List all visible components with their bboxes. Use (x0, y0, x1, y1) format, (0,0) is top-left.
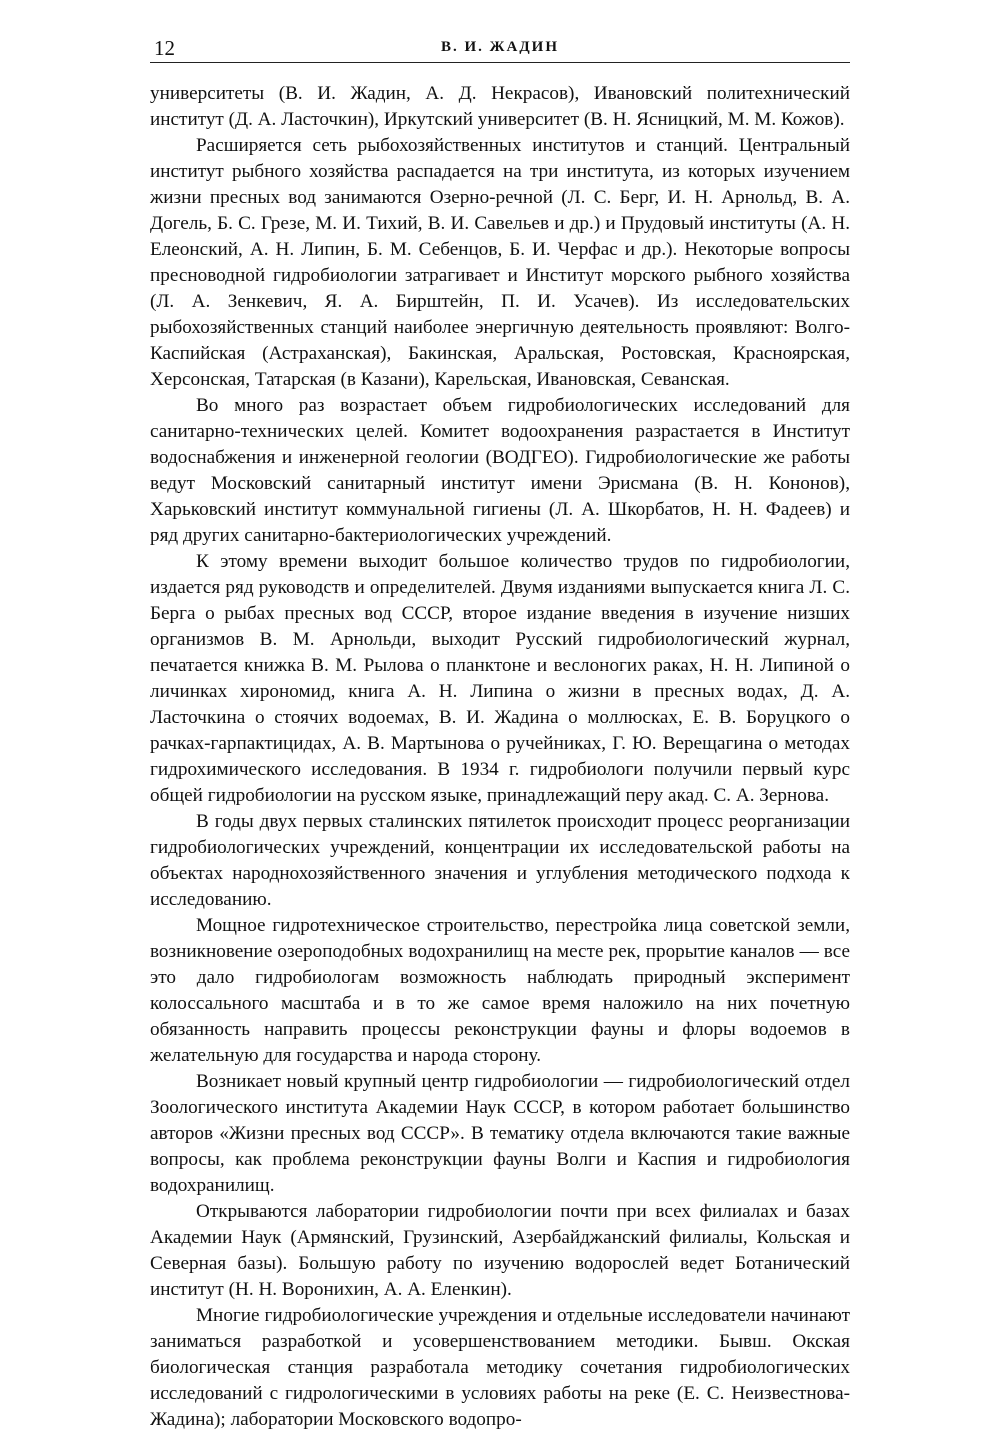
running-header (150, 28, 850, 63)
body-text (150, 81, 850, 1433)
paragraph-five-year-plans: В годы двух первых сталинских пятилеток происходит процесс реорганизации гидробиологических учреждений, концентрации их исследовательской работы на объектах народнохозяйственного значения и углубления методического подхода к исследованию. (150, 811, 850, 910)
book-page (150, 28, 850, 1433)
paragraph-sanitary-research: Во много раз возрастает объем гидробиологических исследований для санитарно-технических целей. Комитет водоохранения разрастается в Институт водоснабжения и инженерной геологии (ВОДГЕО). Гидробиологические же работы ведут Московский санитарный институт имени Эрисмана (В. Н. Кононов), Харьковский институт коммунальной гигиены (Л. А. Шкорбатов, Н. Н. Фадеев) и ряд других санитарно-бактериологических учреждений. (150, 395, 850, 546)
paragraph-academy-laboratories: Открываются лаборатории гидробиологии почти при всех филиалах и базах Академии Наук (Армянский, Грузинский, Азербайджанский филиалы, Кольская и Северная базы). Большую работу по изучению водорослей ведет Ботанический институт (Н. Н. Воронихин, А. А. Еленкин). (150, 1201, 850, 1300)
paragraph-publications: К этому времени выходит большое количество трудов по гидробиологии, издается ряд руководств и определителей. Двумя изданиями выпускается книга Л. С. Берга о рыбах пресных вод СССР, второе издание введения в изучение низших организмов В. М. Арнольди, выходит Русский гидробиологический журнал, печатается книжка В. М. Рылова о планктоне и веслоногих раках, Н. Н. Липиной о личинках хирономид, книга А. Н. Липина о жизни в пресных водах, Д. А. Ласточкина о стоячих водоемах, В. И. Жадина о моллюсках, Е. В. Боруцкого о рачках-гарпактицидах, А. В. Мартынова о ручейниках, Г. Ю. Верещагина о методах гидрохимического исследования. В 1934 г. гидробиологи получили первый курс общей гидробиологии на русском языке, принадлежащий перу акад. С. А. Зернова. (150, 551, 850, 806)
page-number: 12 (154, 36, 175, 60)
paragraph-universities-continued: университеты (В. И. Жадин, А. Д. Некрасов), Ивановский политехнический институт (Д. А. Ласточкин), Иркутский университет (В. Н. Ясницкий, М. М. Кожов). (150, 83, 850, 130)
paragraph-fishery-institutes: Расширяется сеть рыбохозяйственных институтов и станций. Центральный институт рыбного хозяйства распадается на три института, из которых изучением жизни пресных вод занимаются Озерно-речной (Л. С. Берг, И. Н. Арнольд, В. А. Догель, Б. С. Грезе, М. И. Тихий, В. И. Савельев и др.) и Прудовый институты (А. Н. Елеонский, А. Н. Липин, Б. М. Себенцов, Б. И. Черфас и др.). Некоторые вопросы пресноводной гидробиологии затрагивает и Институт морского рыбного хозяйства (Л. А. Зенкевич, Я. А. Бирштейн, П. И. Усачев). Из исследовательских рыбохозяйственных станций наиболее энергичную деятельность проявляют: Волго-Каспийская (Астраханская), Бакинская, Аральская, Ростовская, Красноярская, Херсонская, Татарская (в Казани), Карельская, Ивановская, Севанская. (150, 135, 850, 390)
running-header-author: В. И. ЖАДИН (441, 39, 559, 55)
paragraph-hydrotechnical-construction: Мощное гидротехническое строительство, перестройка лица советской земли, возникновение озероподобных водохранилищ на месте рек, прорытие каналов — все это дало гидробиологам возможность наблюдать природный эксперимент колоссального масштаба и в то же самое время наложило на них почетную обязанность направить процессы реконструкции фауны и флоры водоемов в желательную для государства и народа сторону. (150, 915, 850, 1066)
paragraph-zoological-institute: Возникает новый крупный центр гидробиологии — гидробиологический отдел Зоологического института Академии Наук СССР, в котором работает большинство авторов «Жизни пресных вод СССР». В тематику отдела включаются такие важные вопросы, как проблема реконструкции фауны Волги и Каспия и гидробиология водохранилищ. (150, 1071, 850, 1196)
paragraph-methodology: Многие гидробиологические учреждения и отдельные исследователи начинают заниматься разработкой и усовершенствованием методики. Бывш. Окская биологическая станция разработала методику сочетания гидробиологических исследований с гидрологическими в условиях работы на реке (Е. С. Неизвестнова-Жадина); лаборатории Московского водопро- (150, 1305, 850, 1430)
